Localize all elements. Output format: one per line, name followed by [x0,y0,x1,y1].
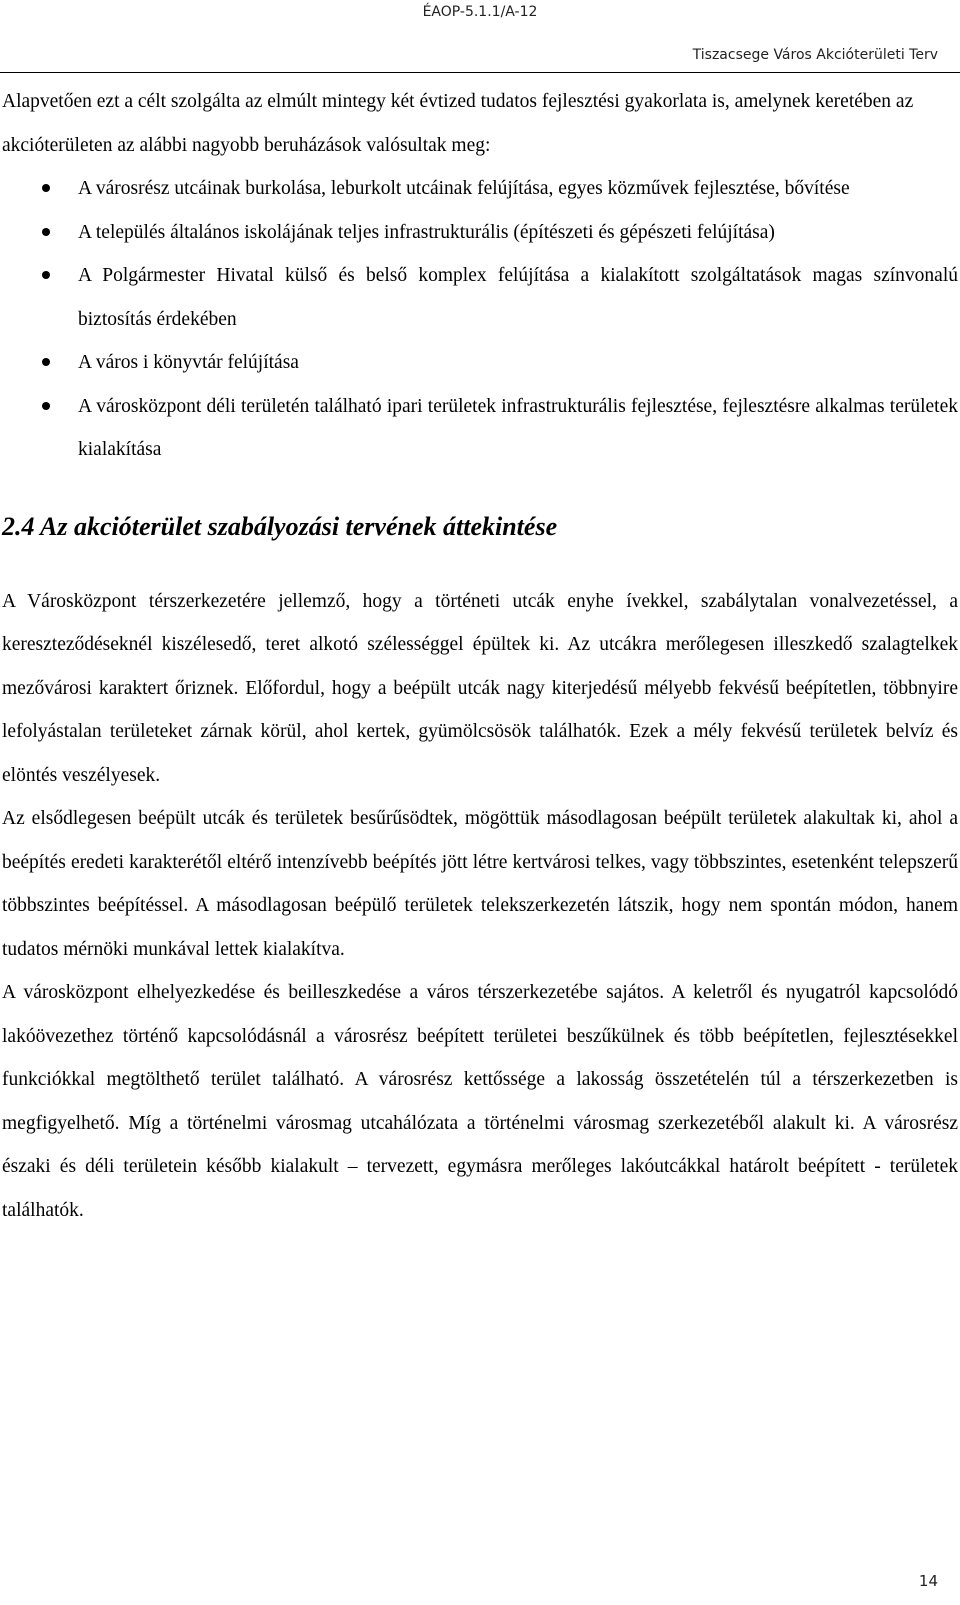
list-item [2,254,958,341]
project-list [2,167,958,472]
body-paragraph: Az elsődlegesen beépült utcák és területek besűrűsödtek, mögöttük másodlagosan beépült területek alakultak ki, ahol a beépítés eredeti karakterétől eltérő intenzívebb beépítés jött létre kertvárosi telkes, vagy többszintes, esetenként telepszerű többszintes beépítéssel. A másodlagosan beépülő területek telekszerkezetén látszik, hogy nem spontán módon, hanem tudatos mérnöki munkával lettek kialakítva. [2,808,958,960]
bullet-icon [42,184,50,192]
list-item-text: A városközpont déli területén található ipari területek infrastrukturális fejlesztése, fejlesztésre alkalmas területek kialakítása [78,395,958,460]
list-item-text: A város i könyvtár felújítása [78,352,299,373]
section-heading: 2.4 Az akcióterület szabályozási tervének áttekintése [2,511,558,541]
body-paragraph: A városközpont elhelyezkedése és beilleszkedése a város térszerkezetébe sajátos. A keletről és nyugatról kapcsolódó lakóövezethez történő kapcsolódásnál a városrész beépített területei beszűkülnek és több beépítetlen, fejlesztésekkel funkciókkal megtölthető terület található. A városrész kettőssége a lakosság összetételén túl a térszerkezetben is megfigyelhető. Míg a történelmi városmag utcahálózata a történelmi városmag szerkezetéből alakult ki. A városrész északi és déli területein később kialakult – tervezett, egymásra merőleges lakóutcákkal határolt beépített - területek találhatók. [2,982,958,1221]
bullet-icon [42,402,50,410]
document-title: Tiszacsege Város Akcióterületi Terv [692,47,938,63]
bullet-icon [42,358,50,366]
list-item [2,211,958,255]
list-item-text: A település általános iskolájának teljes infrastrukturális (építészeti és gépészeti felújítása) [78,221,775,243]
bullet-icon [42,271,50,279]
bullet-icon [42,228,50,236]
page-number: 14 [918,1572,938,1590]
list-item-text: A Polgármester Hivatal külső és belső komplex felújítása a kialakított szolgáltatások magas színvonalú biztosítás érdekében [78,265,958,330]
list-item [2,341,958,385]
list-item-text: A városrész utcáinak burkolása, leburkolt utcáinak felújítása, egyes közművek fejlesztése, bővítése [78,178,850,199]
intro-paragraph: Alapvetően ezt a célt szolgálta az elmúlt mintegy két évtized tudatos fejlesztési gyakorlata is, amelynek keretében az akcióterületen az alábbi nagyobb beruházások valósultak meg: [2,91,914,156]
body-paragraph: A Városközpont térszerkezetére jellemző, hogy a történeti utcák enyhe ívekkel, szabálytalan vonalvezetéssel, a kereszteződéseknél kiszélesedő, teret alkotó szélességgel épültek ki. Az utcákra merőlegesen illeszkedő szalagtelkek mezővárosi karaktert őriznek. Előfordul, hogy a beépült utcák nagy kiterjedésű mélyebb fekvésű beépítetlen, többnyire lefolyástalan területeket zárnak körül, ahol kertek, gyümölcsösök találhatók. Ezek a mély fekvésű területek belvíz és elöntés veszélyesek. [2,590,958,786]
list-item [2,167,958,211]
document-code: ÉAOP-5.1.1/A-12 [422,4,538,20]
list-item [2,385,958,472]
page-content [2,80,958,1232]
header-divider [0,72,960,73]
